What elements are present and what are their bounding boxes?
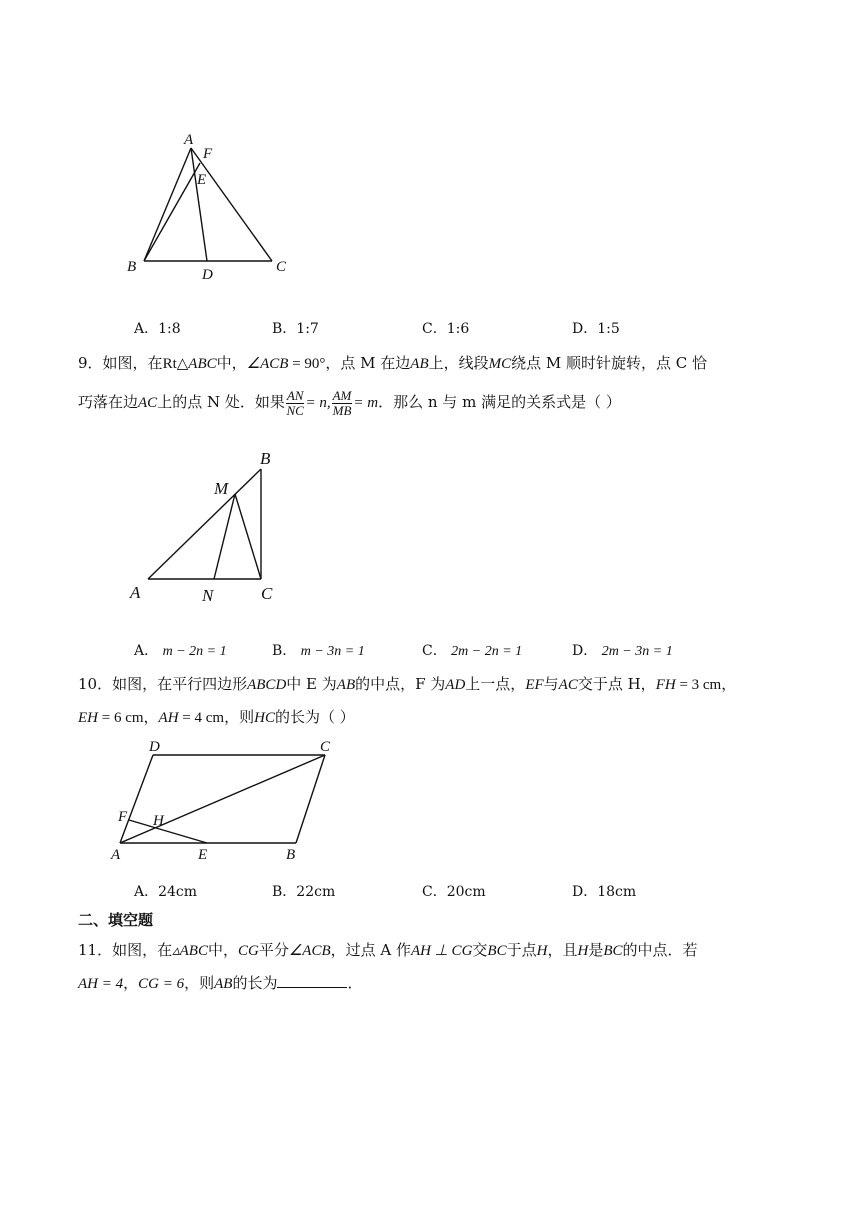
- segment-CB: [296, 755, 325, 843]
- q9-option-a[interactable]: A． m − 2n = 1: [134, 643, 227, 659]
- q9-line2: 巧落在边AC上的点 N 处．如果 $\frac{AN}{NC}$ = n, $\frac{AM}{MB}$ = m．那么 n 与 m 满足的关系式是（ ）: [78, 387, 621, 418]
- figure-q10-parallelogram: [105, 735, 345, 865]
- label-F: F: [118, 809, 128, 825]
- q10-option-a[interactable]: A．24cm: [134, 884, 198, 900]
- q10-line2: EH = 6 cm，AH = 4 cm，则HC的长为（ ）: [78, 708, 355, 726]
- q11-line1: 11．如图，在▵ABC中，CG平分∠ACB，过点 A 作AH ⊥ CG交BC于点H，且H是BC的中点．若: [78, 941, 698, 959]
- label-C: C: [320, 739, 331, 755]
- label-M: M: [214, 479, 229, 498]
- fraction-an-nc: $\frac{AN}{NC}$: [286, 387, 304, 418]
- label-E: E: [197, 172, 207, 188]
- q11-line2: AH = 4，CG = 6，则AB的长为 ．: [78, 974, 363, 992]
- label-B: B: [260, 449, 271, 468]
- label-B: B: [127, 259, 137, 275]
- label-A: A: [130, 583, 141, 602]
- fraction-am-mb: $\frac{AM}{MB}$: [332, 387, 352, 418]
- q9-option-b[interactable]: B． m − 3n = 1: [272, 643, 365, 659]
- q9-line1: 9．如图，在Rt△ABC中，∠ACB = 90°，点 M 在边AB上，线段MC绕点 M 顺时针旋转，点 C 恰: [78, 354, 708, 372]
- q9-option-d[interactable]: D． 2m − 3n = 1: [572, 643, 673, 659]
- label-H: H: [153, 813, 164, 829]
- label-F: F: [203, 146, 213, 162]
- segment-FE: [129, 820, 207, 843]
- figure-q8-triangle: [120, 125, 300, 290]
- segment-AD: [120, 755, 153, 843]
- q10-option-b[interactable]: B．22cm: [272, 884, 336, 900]
- q8-option-a[interactable]: A．1:8: [134, 321, 181, 337]
- segment-AC: [191, 148, 272, 261]
- figure-q9-right-triangle: [120, 445, 290, 610]
- q10-option-c[interactable]: C．20cm: [422, 884, 486, 900]
- segment-BF: [144, 163, 200, 261]
- segment-AC: [120, 755, 325, 843]
- q10-number: 10．: [78, 675, 113, 693]
- label-N: N: [202, 586, 214, 605]
- q11-number: 11．: [78, 941, 113, 959]
- label-A: A: [184, 132, 194, 148]
- q8-option-c[interactable]: C．1:6: [422, 321, 470, 337]
- answer-blank[interactable]: [277, 973, 347, 988]
- label-D: D: [149, 739, 160, 755]
- segment-MC: [235, 494, 261, 579]
- q9-number: 9．: [78, 354, 103, 372]
- label-A: A: [111, 847, 121, 863]
- segment-AB: [144, 148, 191, 261]
- label-B: B: [286, 847, 296, 863]
- q8-option-d[interactable]: D．1:5: [572, 321, 620, 337]
- q9-option-c[interactable]: C． 2m − 2n = 1: [422, 643, 523, 659]
- q10-option-d[interactable]: D．18cm: [572, 884, 637, 900]
- q10-line1: 10．如图，在平行四边形ABCD中 E 为AB的中点，F 为AD上一点，EF与AC交于点 H，FH = 3 cm，: [78, 675, 737, 693]
- q8-option-b[interactable]: B．1:7: [272, 321, 319, 337]
- label-E: E: [198, 847, 208, 863]
- label-C: C: [261, 584, 273, 603]
- label-D: D: [202, 267, 213, 283]
- section-title: 二、填空题: [78, 911, 154, 929]
- segment-MN: [214, 494, 235, 579]
- label-C: C: [276, 259, 287, 275]
